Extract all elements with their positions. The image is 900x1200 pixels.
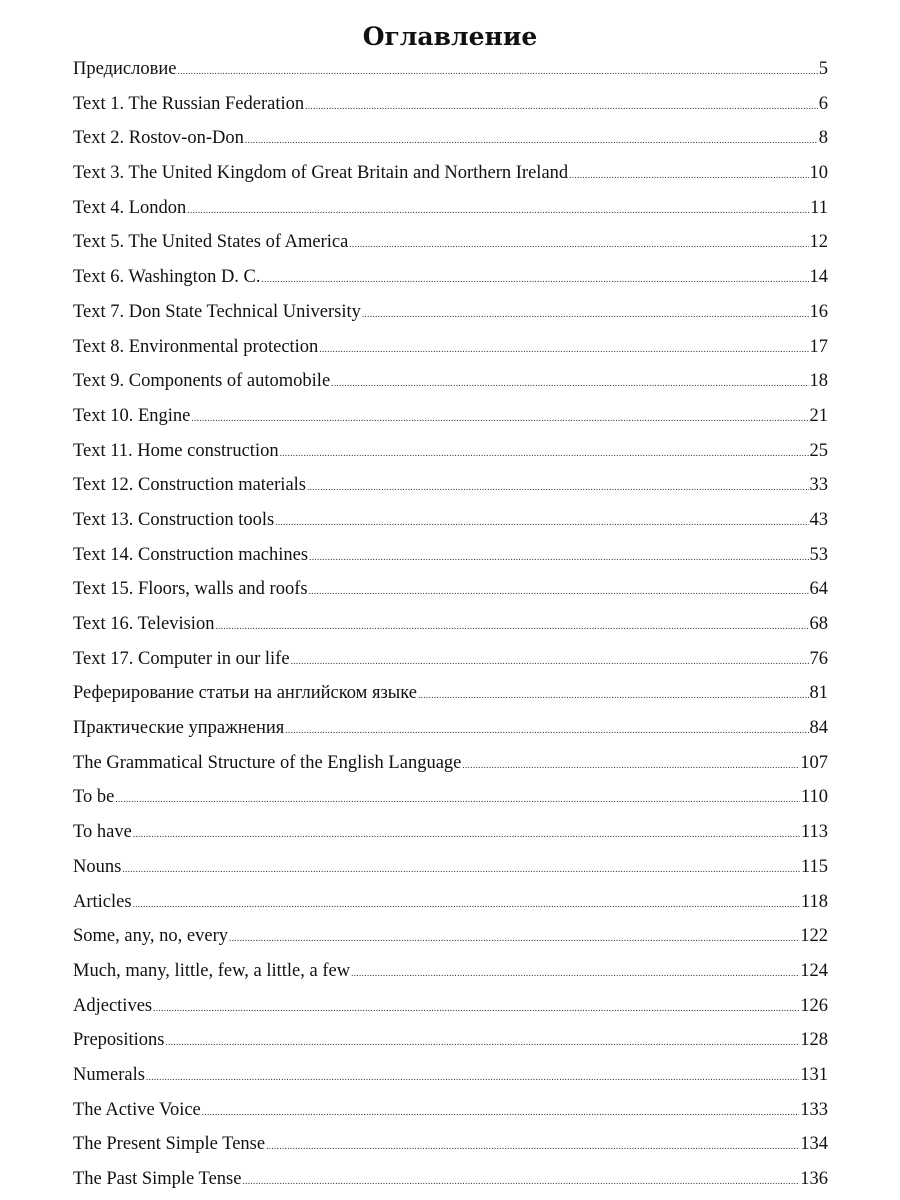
toc-entry-title: The Grammatical Structure of the English Language: [73, 752, 462, 773]
toc-entry-title: Text 10. Engine: [73, 405, 191, 426]
toc-entry-page-number: 133: [800, 1099, 828, 1120]
toc-entry-title: To have: [73, 822, 132, 843]
dot-leader: [307, 470, 809, 505]
toc-entry-title: Предисловие: [73, 59, 177, 79]
dot-leader: [351, 956, 799, 991]
toc-entry[interactable]: [73, 434, 828, 469]
toc-entry-page-number: 25: [809, 440, 828, 461]
toc-entry-title: Text 3. The United Kingdom of Great Britain and Northern Ireland: [73, 163, 569, 184]
toc-entry-page-number: 126: [800, 995, 828, 1016]
toc-entry[interactable]: [73, 1127, 828, 1162]
toc-entry-page-number: 10: [809, 163, 828, 184]
toc-entry-title: Text 6. Washington D. C.: [73, 267, 261, 288]
toc-entry[interactable]: [73, 538, 828, 573]
toc-entry[interactable]: [73, 399, 828, 434]
toc-entry-title: Практические упражнения: [73, 718, 285, 739]
toc-entry-page-number: 17: [809, 336, 828, 357]
dot-leader: [245, 123, 818, 158]
toc-entry-title: Adjectives: [73, 995, 153, 1016]
toc-entry-title: Much, many, little, few, a little, a few: [73, 960, 351, 981]
toc-entry-page-number: 81: [809, 683, 828, 704]
toc-entry-title: Text 8. Environmental protection: [73, 336, 319, 357]
toc-entry-page-number: 68: [809, 614, 828, 634]
toc-entry[interactable]: [73, 780, 828, 815]
toc-entry-title: Text 17. Computer in our life: [73, 648, 290, 669]
toc-entry-page-number: 8: [818, 128, 828, 149]
page-title: Оглавление: [362, 21, 538, 51]
toc-entry-title: Articles: [73, 891, 132, 912]
toc-entry-page-number: 6: [818, 93, 828, 114]
dot-leader: [291, 644, 809, 679]
dot-leader: [133, 817, 800, 852]
dot-leader: [349, 227, 808, 262]
toc-entry[interactable]: [73, 815, 828, 850]
toc-entry[interactable]: [73, 989, 828, 1024]
toc-entry-page-number: 107: [800, 752, 828, 773]
toc-entry-page-number: 113: [800, 822, 828, 843]
dot-leader: [187, 193, 809, 228]
toc-entry-title: Text 15. Floors, walls and roofs: [73, 579, 308, 600]
toc-entry[interactable]: [73, 1162, 828, 1197]
toc-entry-page-number: 110: [800, 787, 828, 808]
toc-entry-title: Реферирование статьи на английском языке: [73, 683, 417, 704]
dot-leader: [242, 1164, 799, 1199]
dot-leader: [153, 991, 799, 1026]
toc-entry[interactable]: [73, 364, 828, 399]
dot-leader: [262, 262, 809, 297]
toc-entry-page-number: 134: [800, 1134, 828, 1155]
toc-entry-title: Text 9. Components of automobile: [73, 371, 331, 392]
toc-entry-page-number: 21: [809, 405, 828, 426]
toc-entry-page-number: 53: [809, 544, 828, 565]
toc-entry-page-number: 122: [800, 926, 828, 947]
dot-leader: [122, 852, 800, 887]
toc-entry-title: The Past Simple Tense: [73, 1169, 242, 1189]
toc-entry[interactable]: [73, 642, 828, 677]
toc-entry[interactable]: [73, 850, 828, 885]
toc-entry-page-number: 5: [818, 59, 828, 79]
dot-leader: [331, 366, 808, 401]
toc-entry[interactable]: [73, 468, 828, 503]
dot-leader: [362, 297, 809, 332]
toc-entry[interactable]: [73, 225, 828, 260]
toc-entry[interactable]: [73, 503, 828, 538]
dot-leader: [319, 332, 808, 367]
toc-entry-page-number: 11: [810, 197, 828, 218]
toc-entry[interactable]: [73, 572, 828, 607]
toc-entry-page-number: 124: [800, 960, 828, 981]
toc-entry-title: Text 11. Home construction: [73, 440, 279, 461]
toc-entry-title: Text 4. London: [73, 197, 187, 218]
toc-entry[interactable]: [73, 607, 828, 642]
dot-leader: [229, 921, 799, 956]
toc-entry-title: The Active Voice: [73, 1099, 201, 1120]
toc-entry-title: Text 16. Television: [73, 614, 215, 634]
toc-entry-page-number: 115: [800, 856, 828, 877]
toc-entry[interactable]: [73, 87, 828, 122]
toc-entry-page-number: 84: [809, 718, 828, 739]
toc-entry-title: Text 2. Rostov-on-Don: [73, 128, 244, 149]
toc-entry[interactable]: [73, 156, 828, 191]
dot-leader: [309, 540, 808, 575]
toc-entry-title: Text 1. The Russian Federation: [73, 93, 305, 114]
dot-leader: [266, 1129, 799, 1164]
toc-entry-page-number: 18: [809, 371, 828, 392]
dot-leader: [275, 505, 808, 540]
toc-entry-title: Text 5. The United States of America: [73, 232, 349, 253]
toc-entry-title: Prepositions: [73, 1030, 165, 1051]
dot-leader: [305, 89, 818, 124]
toc-entry-page-number: 14: [809, 267, 828, 288]
table-of-contents: [73, 52, 828, 1197]
toc-entry-page-number: 64: [809, 579, 828, 600]
dot-leader: [191, 401, 808, 436]
toc-entry[interactable]: [73, 330, 828, 365]
dot-leader: [133, 887, 800, 922]
dot-leader: [309, 574, 809, 609]
toc-entry-page-number: 33: [809, 475, 828, 496]
toc-entry-page-number: 136: [800, 1169, 828, 1189]
toc-entry-page-number: 43: [809, 509, 828, 530]
toc-entry-title: To be: [73, 787, 115, 808]
toc-entry-title: Nouns: [73, 856, 122, 877]
toc-entry[interactable]: [73, 121, 828, 156]
dot-leader: [165, 1025, 799, 1060]
toc-entry[interactable]: [73, 746, 828, 781]
toc-entry[interactable]: [73, 260, 828, 295]
toc-entry-title: Numerals: [73, 1064, 145, 1085]
toc-entry-page-number: 131: [800, 1064, 828, 1085]
toc-entry[interactable]: [73, 919, 828, 954]
toc-entry[interactable]: [73, 676, 828, 711]
toc-entry-page-number: 76: [809, 648, 828, 669]
toc-entry[interactable]: [73, 1058, 828, 1093]
dot-leader: [418, 678, 809, 713]
toc-entry[interactable]: [73, 52, 828, 87]
dot-leader: [280, 436, 809, 471]
dot-leader: [202, 1095, 799, 1130]
toc-entry-page-number: 12: [809, 232, 828, 253]
toc-entry[interactable]: [73, 295, 828, 330]
dot-leader: [285, 713, 808, 748]
toc-entry-title: Text 7. Don State Technical University: [73, 301, 361, 322]
dot-leader: [146, 1060, 799, 1095]
dot-leader: [177, 54, 817, 89]
toc-entry[interactable]: [73, 1023, 828, 1058]
toc-entry-page-number: 128: [800, 1030, 828, 1051]
dot-leader: [462, 748, 799, 783]
toc-entry-page-number: 16: [809, 301, 828, 322]
toc-entry[interactable]: [73, 954, 828, 989]
dot-leader: [115, 782, 800, 817]
toc-entry[interactable]: [73, 885, 828, 920]
toc-entry-page-number: 118: [800, 891, 828, 912]
toc-entry-title: The Present Simple Tense: [73, 1134, 266, 1155]
toc-entry[interactable]: [73, 711, 828, 746]
toc-entry-title: Some, any, no, every: [73, 926, 228, 947]
toc-entry[interactable]: [73, 1093, 828, 1128]
toc-entry-title: Text 14. Construction machines: [73, 544, 309, 565]
dot-leader: [215, 609, 808, 644]
toc-entry[interactable]: [73, 191, 828, 226]
dot-leader: [569, 158, 808, 193]
toc-entry-title: Text 13. Construction tools: [73, 509, 275, 530]
toc-entry-title: Text 12. Construction materials: [73, 475, 306, 496]
